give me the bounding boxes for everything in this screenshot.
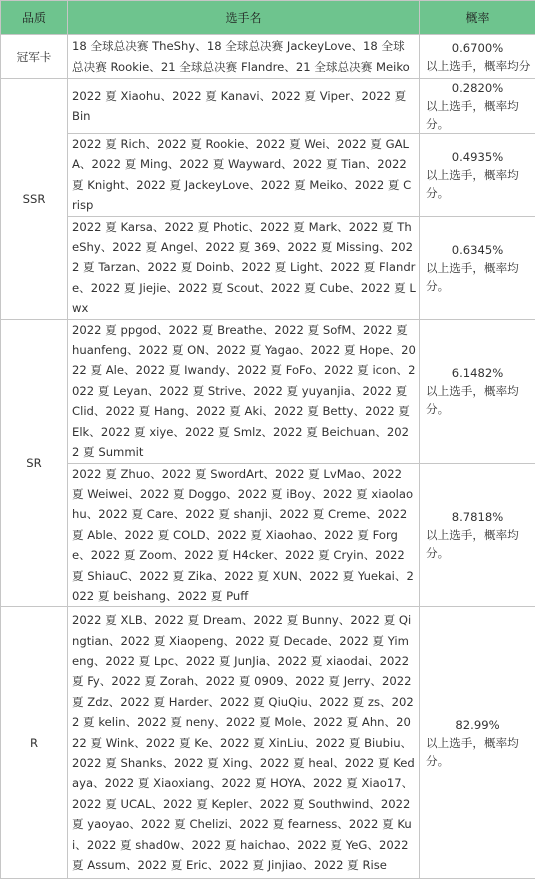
- quality-cell-ssr: SSR: [1, 79, 68, 320]
- probability-cell: [420, 607, 535, 879]
- header-quality: 品质: [1, 1, 68, 35]
- probability-value: 0.2820%: [426, 79, 535, 97]
- table-row: [1, 134, 535, 217]
- table-row: [1, 79, 535, 134]
- players-cell: 2022 夏 Karsa、2022 夏 Photic、2022 夏 Mark、2022 夏 TheShy、2022 夏 Angel、2022 夏 369、2022 夏 Missing、2022 夏 Tarzan、2022 夏 Doinb、2022 夏 Light、2022 夏 Flandre、2022 夏 Jiejie、2022 夏 Scout、2022 夏 Cube、2022 夏 Lwx: [68, 216, 420, 319]
- players-cell: 2022 夏 Xiaohu、2022 夏 Kanavi、2022 夏 Viper、2022 夏 Bin: [68, 79, 420, 134]
- quality-cell-r: R: [1, 607, 68, 879]
- probability-note: 以上选手，概率均分。: [426, 382, 535, 418]
- header-player-names: 选手名: [68, 1, 420, 35]
- probability-value: 82.99%: [426, 716, 535, 734]
- probability-cell: [420, 463, 535, 607]
- players-cell: 2022 夏 ppgod、2022 夏 Breathe、2022 夏 SofM、2022 夏 huanfeng、2022 夏 ON、2022 夏 Yagao、2022 夏 Hope、2022 夏 Ale、2022 夏 Iwandy、2022 夏 FoFo、2022 夏 icon、2022 夏 Leyan、2022 夏 Strive、2022 夏 yuyanjia、2022 夏 Clid、2022 夏 Hang、2022 夏 Aki、2022 夏 Betty、2022 夏 Elk、2022 夏 xiye、2022 夏 Smlz、2022 夏 Beichuan、2022 夏 Summit: [68, 319, 420, 463]
- players-cell: 18 全球总决赛 TheShy、18 全球总决赛 JackeyLove、18 全球总决赛 Rookie、21 全球总决赛 Flandre、21 全球总决赛 Meiko: [68, 35, 420, 79]
- header-row: [1, 1, 535, 35]
- probability-cell: [420, 319, 535, 463]
- probability-note: 以上选手，概率均分。: [426, 526, 535, 562]
- table-row: [1, 35, 535, 79]
- probability-note: 以上选手，概率均分。: [426, 259, 535, 295]
- probability-note: 以上选手，概率均分。: [426, 734, 535, 770]
- quality-cell-champion: 冠军卡: [1, 35, 68, 79]
- probability-cell: [420, 134, 535, 217]
- probability-note: 以上选手，概率均分: [426, 57, 535, 75]
- players-cell: 2022 夏 Zhuo、2022 夏 SwordArt、2022 夏 LvMao、2022 夏 Weiwei、2022 夏 Doggo、2022 夏 iBoy、2022 夏 xiaolaohu、2022 夏 Care、2022 夏 shanji、2022 夏 Creme、2022 夏 Able、2022 夏 COLD、2022 夏 Xiaohao、2022 夏 Forge、2022 夏 Zoom、2022 夏 H4cker、2022 夏 Cryin、2022 夏 ShiauC、2022 夏 Zika、2022 夏 XUN、2022 夏 Yuekai、2022 夏 beishang、2022 夏 Puff: [68, 463, 420, 607]
- players-cell: 2022 夏 XLB、2022 夏 Dream、2022 夏 Bunny、2022 夏 Qingtian、2022 夏 Xiaopeng、2022 夏 Decade、2022 夏 Yimeng、2022 夏 Lpc、2022 夏 JunJia、2022 夏 xiaodai、2022 夏 Fy、2022 夏 Zorah、2022 夏 0909、2022 夏 Jerry、2022 夏 Zdz、2022 夏 Harder、2022 夏 QiuQiu、2022 夏 zs、2022 夏 kelin、2022 夏 neny、2022 夏 Mole、2022 夏 Ahn、2022 夏 Wink、2022 夏 Ke、2022 夏 XinLiu、2022 夏 Biubiu、2022 夏 Shanks、2022 夏 Xing、2022 夏 heal、2022 夏 Kedaya、2022 夏 Xiaoxiang、2022 夏 HOYA、2022 夏 Xiao17、2022 夏 UCAL、2022 夏 Kepler、2022 夏 Southwind、2022 夏 yaoyao、2022 夏 Chelizi、2022 夏 fearness、2022 夏 Kui、2022 夏 shad0w、2022 夏 haichao、2022 夏 YeG、2022 夏 Assum、2022 夏 Eric、2022 夏 Jinjiao、2022 夏 Rise: [68, 607, 420, 879]
- table-row: [1, 463, 535, 607]
- table-row: [1, 216, 535, 319]
- probability-value: 0.6700%: [426, 39, 535, 57]
- probability-cell: [420, 216, 535, 319]
- probability-value: 6.1482%: [426, 364, 535, 382]
- probability-cell: [420, 35, 535, 79]
- probability-value: 8.7818%: [426, 508, 535, 526]
- probability-value: 0.4935%: [426, 148, 535, 166]
- probability-note: 以上选手，概率均分。: [426, 97, 535, 133]
- table-row: [1, 607, 535, 879]
- players-cell: 2022 夏 Rich、2022 夏 Rookie、2022 夏 Wei、2022 夏 GALA、2022 夏 Ming、2022 夏 Wayward、2022 夏 Tian、2022 夏 Knight、2022 夏 JackeyLove、2022 夏 Meiko、2022 夏 Crisp: [68, 134, 420, 217]
- quality-cell-sr: SR: [1, 319, 68, 607]
- probability-cell: [420, 79, 535, 134]
- probability-note: 以上选手，概率均分。: [426, 166, 535, 202]
- probability-value: 0.6345%: [426, 241, 535, 259]
- table-row: [1, 319, 535, 463]
- header-probability: 概率: [420, 1, 535, 35]
